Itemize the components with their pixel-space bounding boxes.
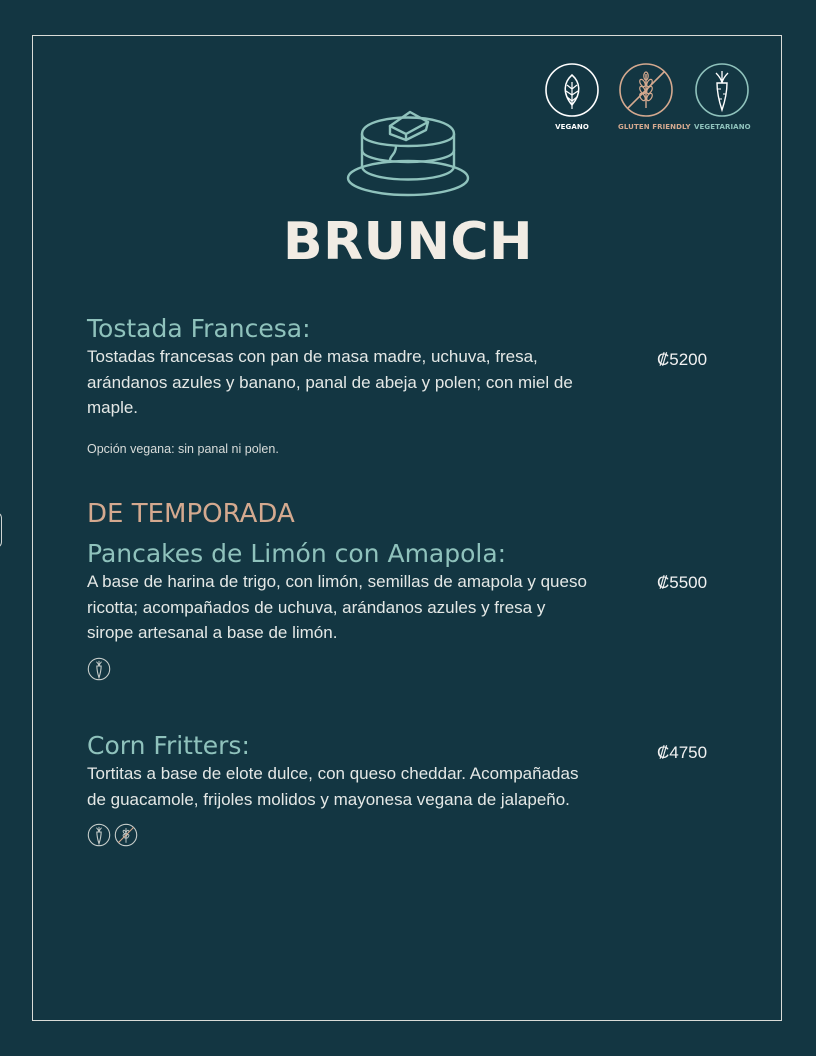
- wheat-crossed-icon: [618, 62, 674, 118]
- item-description: Tortitas a base de elote dulce, con queso cheddar. Acompañadas de guacamole, frijoles molidos y mayonesa vegana de jalapeño.: [87, 764, 579, 809]
- menu-item-corn-fritters: [87, 731, 717, 847]
- wheat-crossed-icon: [114, 823, 138, 847]
- diet-icons: [87, 657, 717, 681]
- item-name: Corn Fritters:: [87, 731, 250, 760]
- menu-item-pancakes-limon: [87, 539, 717, 681]
- section-heading-de-temporada: DE TEMPORADA: [87, 499, 295, 529]
- item-price: ₡5200: [657, 350, 708, 369]
- item-description: A base de harina de trigo, con limón, semillas de amapola y queso ricotta; acompañados de uchuva, arándanos azules y fresa y sirope artesanal a base de limón.: [87, 572, 587, 642]
- badge-label-vegetariano: VEGETARIANO: [694, 123, 751, 131]
- item-description: Tostadas francesas con pan de masa madre, uchuva, fresa, arándanos azules y banano, panal de abeja y polen; con miel de maple.: [87, 347, 573, 417]
- leaf-icon: [544, 62, 600, 118]
- item-price: ₡4750: [657, 743, 708, 762]
- item-note: Opción vegana: sin panal ni polen.: [87, 441, 279, 456]
- badge-gluten-friendly: [618, 62, 691, 131]
- item-name: Pancakes de Limón con Amapola:: [87, 539, 507, 568]
- badge-label-vegano: VEGANO: [555, 123, 589, 131]
- badge-label-gluten-friendly: GLUTEN FRIENDLY: [618, 123, 691, 131]
- diet-icons: [87, 823, 717, 847]
- badge-vegetariano: [694, 62, 750, 131]
- item-name: Tostada Francesa:: [87, 314, 311, 343]
- carrot-icon: [87, 823, 111, 847]
- menu-item-tostada-francesa: [87, 314, 717, 456]
- page-edge-tab: [0, 512, 2, 548]
- carrot-icon: [87, 657, 111, 681]
- item-price: ₡5500: [657, 573, 708, 592]
- pancake-stack-icon: [344, 98, 472, 200]
- badge-vegano: [544, 62, 600, 131]
- carrot-icon: [694, 62, 750, 118]
- page-title: BRUNCH: [282, 212, 534, 272]
